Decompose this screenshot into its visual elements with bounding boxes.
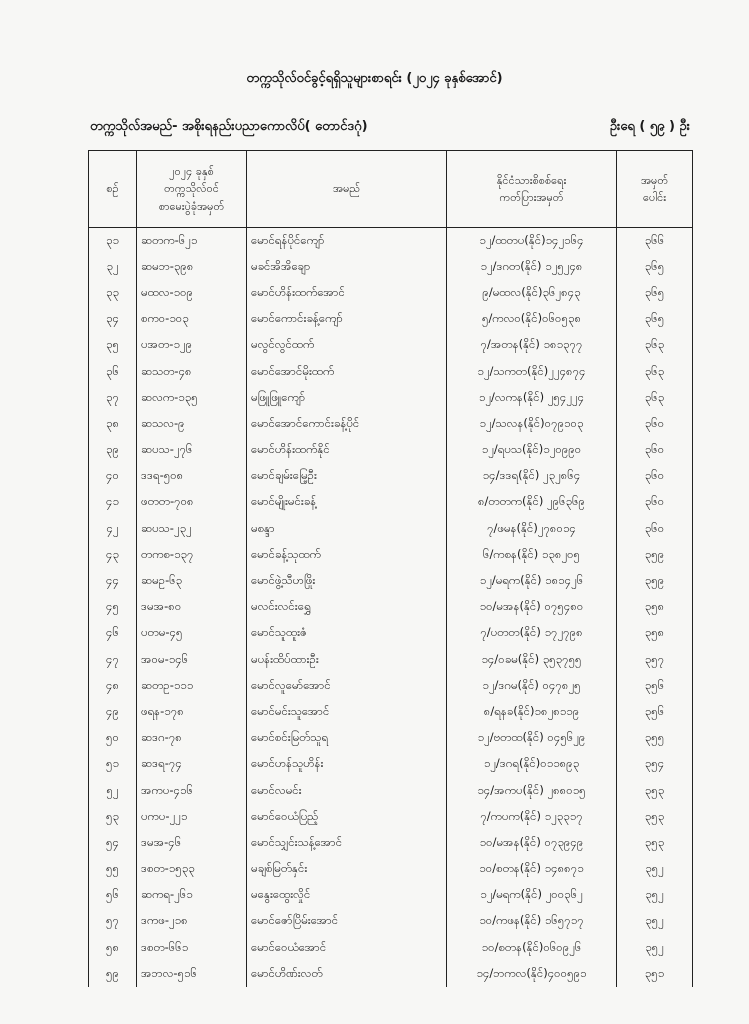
cell-marks: ၃၅၂ <box>617 909 693 935</box>
cell-roll-number: ဆမဘ-၃၉၈ <box>137 254 247 280</box>
cell-nrc: ၁၀/စတန(နိုင်) ၁၄၈၈၇၁ <box>447 857 617 883</box>
cell-roll-number: ဆသလ-၉ <box>137 411 247 437</box>
cell-nrc: ၁၀/မအန(နိုင်) ၀၇၃၉၄၉ <box>447 830 617 856</box>
cell-marks: ၃၆၅ <box>617 307 693 333</box>
cell-roll-number: ဆမဥ-၆၃ <box>137 568 247 594</box>
cell-nrc: ၁၂/မရက(နိုင်) ၂၀၀၃၆၂ <box>447 883 617 909</box>
table-row <box>89 490 693 516</box>
header-roll: ၂၀၂၄ ခုနှစ် တက္ကသိုလ်ဝင် စာမေးပွဲခုံအမှတ် <box>137 151 247 228</box>
table-row <box>89 568 693 594</box>
cell-marks: ၃၆၅ <box>617 280 693 306</box>
cell-nrc: ၈/ရနခ(နိုင်)၁၈၂၈၁၁၉ <box>447 699 617 725</box>
cell-marks: ၃၅၂ <box>617 883 693 909</box>
cell-roll-number: ပတမ-၄၅ <box>137 621 247 647</box>
cell-name: မောင်ဖွဲ့သီဟဖြိုး <box>247 568 447 594</box>
cell-marks: ၃၆၀ <box>617 438 693 464</box>
cell-name: မောင်ခန့်သုထက် <box>247 542 447 568</box>
cell-name: မလွင်လွင်ထက် <box>247 333 447 359</box>
cell-marks: ၃၅၇ <box>617 647 693 673</box>
cell-nrc: ၁၂/သလန(နိုင်)၀၇၉၁၀၃ <box>447 411 617 437</box>
table-row <box>89 752 693 778</box>
cell-marks: ၃၆၀ <box>617 411 693 437</box>
table-header-row <box>89 151 693 228</box>
cell-roll-number: ဆဒရ-၇၄ <box>137 752 247 778</box>
table-row <box>89 595 693 621</box>
cell-roll-number: ဆပသ-၂၃၂ <box>137 516 247 542</box>
table-row <box>89 935 693 961</box>
cell-name: မလင်းလင်းရွှေ <box>247 595 447 621</box>
cell-marks: ၃၅၉ <box>617 542 693 568</box>
cell-name: မောင်ဝေယံပြည့် <box>247 804 447 830</box>
cell-no: ၄၅ <box>89 595 137 621</box>
cell-name: မောင်ဝေယံအောင် <box>247 935 447 961</box>
cell-marks: ၃၅၈ <box>617 621 693 647</box>
cell-roll-number: ဒမအ-၄၆ <box>137 830 247 856</box>
cell-marks: ၃၅၆ <box>617 699 693 725</box>
cell-no: ၅၁ <box>89 752 137 778</box>
cell-roll-number: ဆလက-၁၃၅ <box>137 385 247 411</box>
cell-no: ၄၉ <box>89 699 137 725</box>
cell-roll-number: ဆဒဂ-၇၈ <box>137 726 247 752</box>
cell-name: မဖြူဖြူကျော် <box>247 385 447 411</box>
cell-marks: ၃၅၆ <box>617 673 693 699</box>
table-row <box>89 542 693 568</box>
cell-marks: ၃၅၄ <box>617 752 693 778</box>
cell-name: မစန္ဒာ <box>247 516 447 542</box>
cell-marks: ၃၅၃ <box>617 778 693 804</box>
header-marks: အမှတ် ပေါင်း <box>617 151 693 228</box>
cell-roll-number: ဒစတ-၁၅၃၃ <box>137 857 247 883</box>
document-title: တက္ကသိုလ်ဝင်ခွင့်ရရှိသူများစာရင်း (၂၀၂၄ ခုနှစ်အောင်) <box>246 71 503 86</box>
cell-no: ၃၉ <box>89 438 137 464</box>
student-count: ဦးရေ ( ၅၉ ) ဦး <box>609 119 690 134</box>
header-name: အမည် <box>247 151 447 228</box>
cell-name: မောင်ဟိန်းထက်နိုင် <box>247 438 447 464</box>
table-row <box>89 804 693 830</box>
cell-nrc: ၆/ကစန(နိုင်) ၁၃၈၂၀၅ <box>447 542 617 568</box>
cell-no: ၃၃ <box>89 280 137 306</box>
cell-name: မောင်အောင်မိုးထက် <box>247 359 447 385</box>
cell-nrc: ၉/မထလ(နိုင်)၃၆၂၈၄၃ <box>447 280 617 306</box>
table-row <box>89 280 693 306</box>
cell-roll-number: စကဝ-၁၀၃ <box>137 307 247 333</box>
cell-name: မခင်အိအိချော <box>247 254 447 280</box>
cell-roll-number: ပအတ-၁၂၉ <box>137 333 247 359</box>
cell-no: ၄၆ <box>89 621 137 647</box>
cell-no: ၄၄ <box>89 568 137 594</box>
cell-nrc: ၁၂/ဒဂရ(နိုင်)၀၁၁၈၉၃ <box>447 752 617 778</box>
cell-no: ၄၁ <box>89 490 137 516</box>
table-row <box>89 857 693 883</box>
cell-marks: ၃၆၅ <box>617 254 693 280</box>
cell-nrc: ၈/တတက(နိုင်) ၂၉၆၃၆၉ <box>447 490 617 516</box>
university-name: တက္ကသိုလ်အမည်- အစိုးရနည်းပညာကောလိပ်( တောင်ဒဂုံ) <box>90 119 368 134</box>
cell-nrc: ၁၀/ကဖန(နိုင်) ၁၆၅၇၁၇ <box>447 909 617 935</box>
cell-marks: ၃၅၈ <box>617 595 693 621</box>
cell-no: ၅၂ <box>89 778 137 804</box>
cell-nrc: ၁၄/အကပ(နိုင်) ၂၈၈၀၁၅ <box>447 778 617 804</box>
cell-roll-number: ဆပသ-၂၇၆ <box>137 438 247 464</box>
cell-no: ၅၄ <box>89 830 137 856</box>
cell-name: မောင်အောင်ကောင်းခန့်ပိုင် <box>247 411 447 437</box>
table-row <box>89 228 693 255</box>
cell-nrc: ၁၂/ဒဂမ(နိုင်) ၀၄၇၈၂၅ <box>447 673 617 699</box>
cell-nrc: ၁၂/ဒဂတ(နိုင်) ၁၂၅၂၄၈ <box>447 254 617 280</box>
cell-marks: ၃၅၂ <box>617 857 693 883</box>
cell-roll-number: ဒဒရ-၅၀၈ <box>137 464 247 490</box>
cell-name: မောင်မျိုးမင်းခန့် <box>247 490 447 516</box>
table-row <box>89 385 693 411</box>
cell-name: မောင်သူထူးဇံ <box>247 621 447 647</box>
cell-no: ၅၆ <box>89 883 137 909</box>
cell-no: ၅၃ <box>89 804 137 830</box>
cell-nrc: ၁၄/ဝခမ(နိုင်) ၃၅၃၇၅၅ <box>447 647 617 673</box>
cell-name: မချစ်မြတ်နှင်း <box>247 857 447 883</box>
table-row <box>89 883 693 909</box>
cell-no: ၃၆ <box>89 359 137 385</box>
cell-nrc: ၁၂/ထတပ(နိုင်)၁၄၂၁၆၄ <box>447 228 617 255</box>
header-nrc: နိုင်ငံသားစိစစ်ရေး ကတ်ပြားအမှတ် <box>447 151 617 228</box>
cell-name: မောင်လူမော်အောင် <box>247 673 447 699</box>
cell-marks: ၃၅၃ <box>617 804 693 830</box>
cell-no: ၄၃ <box>89 542 137 568</box>
cell-marks: ၃၆၆ <box>617 228 693 255</box>
cell-no: ၃၇ <box>89 385 137 411</box>
cell-name: မောင်ရန်ပိုင်ကျော် <box>247 228 447 255</box>
cell-no: ၅၅ <box>89 857 137 883</box>
admission-table <box>88 150 693 987</box>
cell-no: ၅၈ <box>89 935 137 961</box>
cell-nrc: ၇/ကပက(နိုင်) ၁၂၃၃၁၇ <box>447 804 617 830</box>
cell-nrc: ၁၂/လကန(နိုင်) ၂၅၄၂၂၄ <box>447 385 617 411</box>
table-row <box>89 516 693 542</box>
cell-name: မောင်ကောင်းခန့်ကျော် <box>247 307 447 333</box>
cell-name: မောင်သျှင်းသန့်အောင် <box>247 830 447 856</box>
cell-marks: ၃၆၀ <box>617 464 693 490</box>
table-row <box>89 699 693 725</box>
cell-nrc: ၁၂/သကတ(နိုင်)၂၂၄၈၇၄ <box>447 359 617 385</box>
cell-no: ၃၁ <box>89 228 137 255</box>
cell-roll-number: မထလ-၁၀၉ <box>137 280 247 306</box>
table-row <box>89 726 693 752</box>
cell-no: ၄၇ <box>89 647 137 673</box>
cell-no: ၄၀ <box>89 464 137 490</box>
table-row <box>89 438 693 464</box>
table-row <box>89 778 693 804</box>
cell-no: ၃၂ <box>89 254 137 280</box>
table-row <box>89 359 693 385</box>
table-row <box>89 830 693 856</box>
cell-nrc: ၁၄/ဒဒရ(နိုင်) ၂၃၂၈၆၄ <box>447 464 617 490</box>
cell-name: မပန်းထိပ်ထားဦး <box>247 647 447 673</box>
cell-roll-number: ဖတတ-၇၀၈ <box>137 490 247 516</box>
table-body <box>89 228 693 988</box>
table-row <box>89 411 693 437</box>
cell-no: ၅၉ <box>89 961 137 987</box>
cell-roll-number: ဒစတ-၆၆၁ <box>137 935 247 961</box>
cell-roll-number: ဆတဥ-၁၁၁ <box>137 673 247 699</box>
cell-nrc: ၁၀/မအန(နိုင်) ၀၇၅၄၈၀ <box>447 595 617 621</box>
table-row <box>89 673 693 699</box>
cell-marks: ၃၆၀ <box>617 490 693 516</box>
cell-name: မောင်မင်းသူအောင် <box>247 699 447 725</box>
cell-roll-number: ပကပ-၂၂၁ <box>137 804 247 830</box>
cell-nrc: ၁၂/ဗတထ(နိုင်) ၀၄၅၆၂၉ <box>447 726 617 752</box>
table-row <box>89 909 693 935</box>
cell-no: ၃၅ <box>89 333 137 359</box>
table-row <box>89 621 693 647</box>
cell-roll-number: အကပ-၄၁၆ <box>137 778 247 804</box>
cell-nrc: ၁၀/စတန(နိုင်)၀၆၀၉၂၆ <box>447 935 617 961</box>
cell-roll-number: ဒမအ-၈၀ <box>137 595 247 621</box>
cell-name: မနွေးထွေးလှိုင် <box>247 883 447 909</box>
cell-marks: ၃၆၃ <box>617 359 693 385</box>
cell-marks: ၃၆၀ <box>617 516 693 542</box>
cell-marks: ၃၅၅ <box>617 726 693 752</box>
cell-name: မောင်ဟိဏ်းလတ် <box>247 961 447 987</box>
cell-roll-number: တကစ-၁၃၇ <box>137 542 247 568</box>
cell-roll-number: အဘလ-၅၁၆ <box>137 961 247 987</box>
cell-no: ၅၇ <box>89 909 137 935</box>
cell-name: မောင်စင်းမြတ်သူရ <box>247 726 447 752</box>
table-row <box>89 254 693 280</box>
table-row <box>89 333 693 359</box>
table-row <box>89 464 693 490</box>
cell-no: ၃၄ <box>89 307 137 333</box>
table-row <box>89 647 693 673</box>
cell-nrc: ၅/ကလဝ(နိုင်)၀၆၀၅၃၈ <box>447 307 617 333</box>
cell-name: မောင်ဟန်သူဟိန်း <box>247 752 447 778</box>
cell-marks: ၃၅၁ <box>617 961 693 987</box>
cell-roll-number: ဆသတ-၄၈ <box>137 359 247 385</box>
cell-nrc: ၁၂/ရပသ(နိုင်)၁၂၀၉၉၀ <box>447 438 617 464</box>
cell-name: မောင်လမင်း <box>247 778 447 804</box>
cell-no: ၄၈ <box>89 673 137 699</box>
cell-nrc: ၇/ပတတ(နိုင်) ၁၇၂၇၉၈ <box>447 621 617 647</box>
cell-nrc: ၁၂/မရက(နိုင်) ၁၈၁၄၂၆ <box>447 568 617 594</box>
cell-marks: ၃၆၃ <box>617 385 693 411</box>
cell-nrc: ၁၄/ဘကလ(နိုင်)၄၀၀၅၉၁ <box>447 961 617 987</box>
cell-marks: ၃၅၃ <box>617 830 693 856</box>
cell-roll-number: ဆကရ-၂၆၁ <box>137 883 247 909</box>
cell-nrc: ၇/ဖမန(နိုင်)၂၇၈၀၁၄ <box>447 516 617 542</box>
cell-name: မောင်ချမ်းမြေ့ဦး <box>247 464 447 490</box>
cell-roll-number: ဆတက-၆၂၁ <box>137 228 247 255</box>
cell-no: ၄၂ <box>89 516 137 542</box>
table-row <box>89 307 693 333</box>
header-no: စဉ် <box>89 151 137 228</box>
table-row <box>89 961 693 987</box>
cell-name: မောင်ဇော်ပြိမ်းအောင် <box>247 909 447 935</box>
cell-marks: ၃၆၃ <box>617 333 693 359</box>
cell-marks: ၃၅၉ <box>617 568 693 594</box>
cell-roll-number: အဝမ-၁၄၆ <box>137 647 247 673</box>
cell-roll-number: ဒကဖ-၂၁၈ <box>137 909 247 935</box>
cell-name: မောင်ဟိန်းထက်အောင် <box>247 280 447 306</box>
cell-marks: ၃၅၂ <box>617 935 693 961</box>
cell-no: ၅၀ <box>89 726 137 752</box>
cell-roll-number: ဖရန-၁၇၈ <box>137 699 247 725</box>
cell-no: ၃၈ <box>89 411 137 437</box>
cell-nrc: ၇/အတန(နိုင်) ၁၈၁၃၇၇ <box>447 333 617 359</box>
